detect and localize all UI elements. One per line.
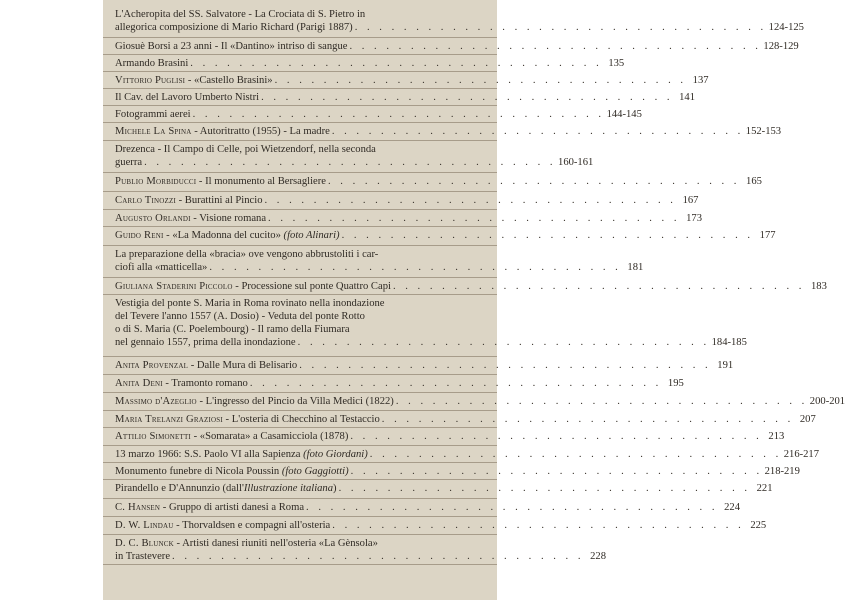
entry-text — [115, 175, 326, 188]
entry-text — [115, 57, 188, 70]
entry-text — [115, 156, 142, 169]
index-entry — [103, 72, 709, 89]
entry-title: del Tevere l'anno 1557 (A. Dosio) - Veduta del ponte Rotto — [115, 311, 365, 322]
entry-credit: (foto Gaggiotti) — [279, 466, 349, 477]
entry-text — [115, 194, 263, 207]
page-number: 207 — [799, 414, 816, 425]
entry-line — [115, 501, 740, 514]
entry-title: - Burattini al Pincio — [175, 195, 263, 206]
entry-line — [115, 40, 799, 53]
leader-dots: . . . . . . . . . . . . . . . . . . . . . . . . . . . . . . . . . . — [338, 483, 751, 494]
entry-author: Giuliana Staderini Piccolo — [115, 281, 233, 292]
entry-title: Fotogrammi aerei — [115, 109, 191, 120]
leader-dots: . . . . . . . . . . . . . . . . . . . . . . . . . . . . . . . . . . — [332, 520, 745, 531]
entry-line — [115, 297, 489, 310]
entry-author: Michele La Spina — [115, 126, 192, 137]
index-entry — [103, 89, 696, 106]
page-number: 128-129 — [763, 41, 799, 52]
book-page — [103, 0, 845, 600]
page-number: 221 — [756, 483, 773, 494]
entry-title: Vestigia del ponte S. Maria in Roma rovinato nella inondazione — [115, 298, 385, 309]
entry-line — [115, 519, 767, 532]
entry-title: ciofi alla «matticella» — [115, 262, 208, 273]
index-entry — [103, 357, 734, 375]
index-entry — [103, 141, 594, 173]
leader-dots: . . . . . . . . . . . . . . . . . . . . . . . . . . . . . . . . . . — [306, 502, 718, 513]
entry-title: L'Acheropita del SS. Salvatore - La Crociata di S. Pietro in — [115, 9, 366, 20]
entry-title: - «La Madonna del cucito» — [163, 230, 281, 241]
leader-dots: . . . . . . . . . . . . . . . . . . . . . . . . . . . . . . . . . . — [144, 157, 557, 168]
entry-text — [115, 501, 304, 514]
index-entry — [103, 38, 799, 55]
entry-text — [115, 537, 378, 550]
entry-line — [115, 465, 800, 478]
index-entry — [103, 463, 800, 480]
entry-text — [115, 550, 170, 563]
entry-text — [115, 248, 378, 261]
entry-title: allegorica composizione di Mario Richard (Parigi 1887) — [115, 22, 353, 33]
index-entry — [103, 246, 644, 278]
page-number: 144-145 — [606, 109, 642, 120]
entry-title: - Gruppo di artisti danesi a Roma — [160, 502, 305, 513]
entry-line — [115, 21, 804, 34]
entry-line — [115, 248, 489, 261]
entry-title: Giosuè Borsi a 23 anni - Il «Dantino» intriso di sangue — [115, 41, 348, 52]
page-number: 160-161 — [558, 157, 594, 168]
entry-line — [115, 323, 489, 336]
entry-line — [115, 550, 606, 563]
index-entry — [103, 227, 776, 246]
page-number: 228 — [590, 551, 606, 562]
index-entry — [103, 428, 785, 446]
entry-line — [115, 359, 734, 372]
entry-line — [115, 537, 489, 550]
entry-tail: ) — [333, 483, 337, 494]
page-number: 183 — [811, 281, 827, 292]
entry-title: Armando Brasini — [115, 58, 189, 69]
leader-dots: . . . . . . . . . . . . . . . . . . . . . . . . . . . . . . . . . . — [331, 126, 744, 137]
entry-title: - Processione sul ponte Quattro Capi — [232, 281, 391, 292]
page-number: 165 — [746, 176, 762, 187]
leader-dots: . . . . . . . . . . . . . . . . . . . . . . . . . . . . . . . . . . — [354, 22, 767, 33]
index-entry — [103, 278, 827, 295]
entry-author: D. W. Lindau — [115, 520, 174, 531]
entry-credit: (foto Giordani) — [300, 449, 368, 460]
leader-dots: . . . . . . . . . . . . . . . . . . . . . . . . . . . . . . . . . . — [192, 109, 605, 120]
entry-author: Vittorio Puglisi — [115, 75, 186, 86]
entry-line — [115, 156, 594, 169]
entry-line — [115, 430, 785, 443]
entry-text — [115, 359, 297, 372]
entry-text — [115, 125, 330, 138]
entry-line — [115, 212, 702, 225]
page-number: 200-201 — [809, 396, 845, 407]
entry-text — [115, 448, 368, 461]
entry-author: Maria Trelanzi Graziosi — [115, 414, 223, 425]
entry-line — [115, 377, 684, 390]
entry-text — [115, 297, 385, 310]
entry-author: Publio Morbiducci — [115, 176, 197, 187]
entry-title: - Visione romana — [190, 213, 267, 224]
index-entry — [103, 393, 845, 411]
entry-title: in Trastevere — [115, 551, 171, 562]
entry-text — [115, 310, 365, 323]
page-number: 177 — [759, 230, 776, 241]
entry-text — [115, 323, 350, 336]
leader-dots: . . . . . . . . . . . . . . . . . . . . . . . . . . . . . . . . . . — [209, 262, 622, 273]
entry-line — [115, 108, 642, 121]
entry-title: - Thorvaldsen e compagni all'osteria — [173, 520, 331, 531]
index-entry — [103, 123, 782, 141]
leader-dots: . . . . . . . . . . . . . . . . . . . . . . . . . . . . . . . . . . — [190, 58, 603, 69]
page-number: 173 — [686, 213, 702, 224]
entry-line — [115, 395, 845, 408]
entry-line — [115, 413, 816, 426]
leader-dots: . . . . . . . . . . . . . . . . . . . . . . . . . . . . . . . . . . — [264, 195, 677, 206]
entry-text — [115, 8, 365, 21]
entry-line — [115, 57, 625, 70]
entry-text — [115, 430, 348, 443]
entry-line — [115, 261, 644, 274]
leader-dots: . . . . . . . . . . . . . . . . . . . . . . . . . . . . . . . . . . — [349, 41, 762, 52]
entry-text — [115, 395, 394, 408]
entry-author: Guido Reni — [115, 230, 164, 241]
entry-text — [115, 280, 391, 293]
page-number: 167 — [682, 195, 699, 206]
entry-text — [115, 40, 347, 53]
entry-author: Anita Deni — [115, 378, 163, 389]
illustrations-index — [103, 6, 845, 565]
page-number: 218-219 — [764, 466, 800, 477]
index-entry — [103, 173, 762, 192]
page-number: 213 — [768, 431, 785, 442]
entry-title: - L'ingresso del Pincio da Villa Medici (1822) — [196, 396, 394, 407]
leader-dots: . . . . . . . . . . . . . . . . . . . . . . . . . . . . . . . . . . — [327, 176, 740, 187]
index-entry — [103, 517, 767, 535]
leader-dots: . . . . . . . . . . . . . . . . . . . . . . . . . . . . . . . . . . — [341, 230, 754, 241]
index-entry — [103, 106, 642, 123]
entry-title: 13 marzo 1966: S.S. Paolo VI alla Sapienza — [115, 449, 301, 460]
entry-line — [115, 8, 489, 21]
index-entry — [103, 480, 773, 499]
page-number: 135 — [608, 58, 625, 69]
entry-text — [115, 21, 353, 34]
index-entry — [103, 6, 804, 38]
leader-dots: . . . . . . . . . . . . . . . . . . . . . . . . . . . . . . . . . . — [395, 396, 808, 407]
leader-dots: . . . . . . . . . . . . . . . . . . . . . . . . . . . . . . . . . . — [274, 75, 687, 86]
entry-title: - Autoritratto (1955) - La madre — [191, 126, 330, 137]
page-number: 141 — [679, 92, 696, 103]
entry-line — [115, 229, 776, 242]
entry-line — [115, 310, 489, 323]
entry-text — [115, 482, 337, 495]
leader-dots: . . . . . . . . . . . . . . . . . . . . . . . . . . . . . . . . . . — [392, 281, 805, 292]
leader-dots: . . . . . . . . . . . . . . . . . . . . . . . . . . . . . . . . . . — [249, 378, 662, 389]
entry-line — [115, 91, 696, 104]
entry-text — [115, 377, 248, 390]
page-number: 224 — [724, 502, 740, 513]
entry-title: Monumento funebre di Nicola Poussin — [115, 466, 280, 477]
index-entry — [103, 55, 625, 72]
entry-author: Massimo d'Azeglio — [115, 396, 197, 407]
entry-credit: Illustrazione italiana — [243, 483, 334, 494]
entry-line — [115, 194, 699, 207]
page-number: 195 — [667, 378, 684, 389]
entry-title: Pirandello e D'Annunzio (dall' — [115, 483, 244, 494]
entry-title: - Dalle Mura di Belisario — [188, 360, 298, 371]
entry-text — [115, 108, 191, 121]
entry-text — [115, 91, 259, 104]
entry-author: Carlo Tinozzi — [115, 195, 176, 206]
index-entry — [103, 499, 740, 517]
leader-dots: . . . . . . . . . . . . . . . . . . . . . . . . . . . . . . . . . . — [369, 449, 782, 460]
entry-title: - Artisti danesi riuniti nell'osteria «La Gènsola» — [173, 538, 378, 549]
entry-text — [115, 229, 340, 242]
leader-dots: . . . . . . . . . . . . . . . . . . . . . . . . . . . . . . . . . . — [350, 431, 763, 442]
entry-title: Il Cav. del Lavoro Umberto Nistri — [115, 92, 260, 103]
page-number: 137 — [692, 75, 709, 86]
leader-dots: . . . . . . . . . . . . . . . . . . . . . . . . . . . . . . . . . . — [172, 551, 584, 562]
leader-dots: . . . . . . . . . . . . . . . . . . . . . . . . . . . . . . . . . . — [297, 337, 710, 348]
entry-line — [115, 448, 820, 461]
entry-title: Drezenca - Il Campo di Celle, poi Wietzendorf, nella seconda — [115, 144, 376, 155]
entry-author: Anita Provenzal — [115, 360, 189, 371]
entry-line — [115, 482, 773, 495]
leader-dots: . . . . . . . . . . . . . . . . . . . . . . . . . . . . . . . . . . — [350, 466, 763, 477]
entry-title: - Il monumento al Bersagliere — [196, 176, 326, 187]
page-number: 152-153 — [745, 126, 782, 137]
entry-line — [115, 125, 782, 138]
index-entry — [103, 295, 747, 357]
leader-dots: . . . . . . . . . . . . . . . . . . . . . . . . . . . . . . . . . . — [261, 92, 674, 103]
entry-title: nel gennaio 1557, prima della inondazione — [115, 337, 296, 348]
index-entry — [103, 192, 699, 210]
entry-line — [115, 280, 827, 293]
index-entry — [103, 411, 816, 428]
index-entry — [103, 535, 606, 565]
entry-text — [115, 519, 330, 532]
entry-text — [115, 143, 376, 156]
entry-text — [115, 74, 273, 87]
index-entry — [103, 375, 684, 393]
entry-text — [115, 212, 266, 225]
page-number: 216-217 — [783, 449, 820, 460]
entry-title: - «Castello Brasini» — [185, 75, 273, 86]
index-entry — [103, 210, 702, 227]
entry-title: - Tramonto romano — [162, 378, 248, 389]
entry-title: guerra — [115, 157, 143, 168]
leader-dots: . . . . . . . . . . . . . . . . . . . . . . . . . . . . . . . . . . — [268, 213, 680, 224]
page-number: 181 — [627, 262, 644, 273]
entry-line — [115, 143, 489, 156]
leader-dots: . . . . . . . . . . . . . . . . . . . . . . . . . . . . . . . . . . — [299, 360, 712, 371]
entry-title: - «Somarata» a Casamicciola (1878) — [190, 431, 349, 442]
entry-text — [115, 261, 207, 274]
leader-dots: . . . . . . . . . . . . . . . . . . . . . . . . . . . . . . . . . . — [381, 414, 794, 425]
entry-author: Augusto Orlandi — [115, 213, 191, 224]
entry-author: D. C. Blunck — [115, 538, 174, 549]
entry-credit: (foto Alinari) — [280, 230, 340, 241]
entry-line — [115, 336, 747, 349]
entry-title: o di S. Maria (C. Poelembourg) - Il ramo della Fiumara — [115, 324, 350, 335]
entry-text — [115, 413, 380, 426]
entry-title: La preparazione della «bracia» ove vengono abbrustoliti i car- — [115, 249, 379, 260]
entry-author: Attilio Simonetti — [115, 431, 191, 442]
entry-author: C. Hansen — [115, 502, 161, 513]
entry-text — [115, 465, 349, 478]
entry-title: - L'osteria di Checchino al Testaccio — [222, 414, 380, 425]
page-number: 124-125 — [768, 22, 804, 33]
entry-text — [115, 336, 296, 349]
page-number: 225 — [750, 520, 767, 531]
page-number: 191 — [717, 360, 734, 371]
entry-line — [115, 175, 762, 188]
index-entry — [103, 446, 820, 463]
entry-line — [115, 74, 709, 87]
page-number: 184-185 — [711, 337, 747, 348]
